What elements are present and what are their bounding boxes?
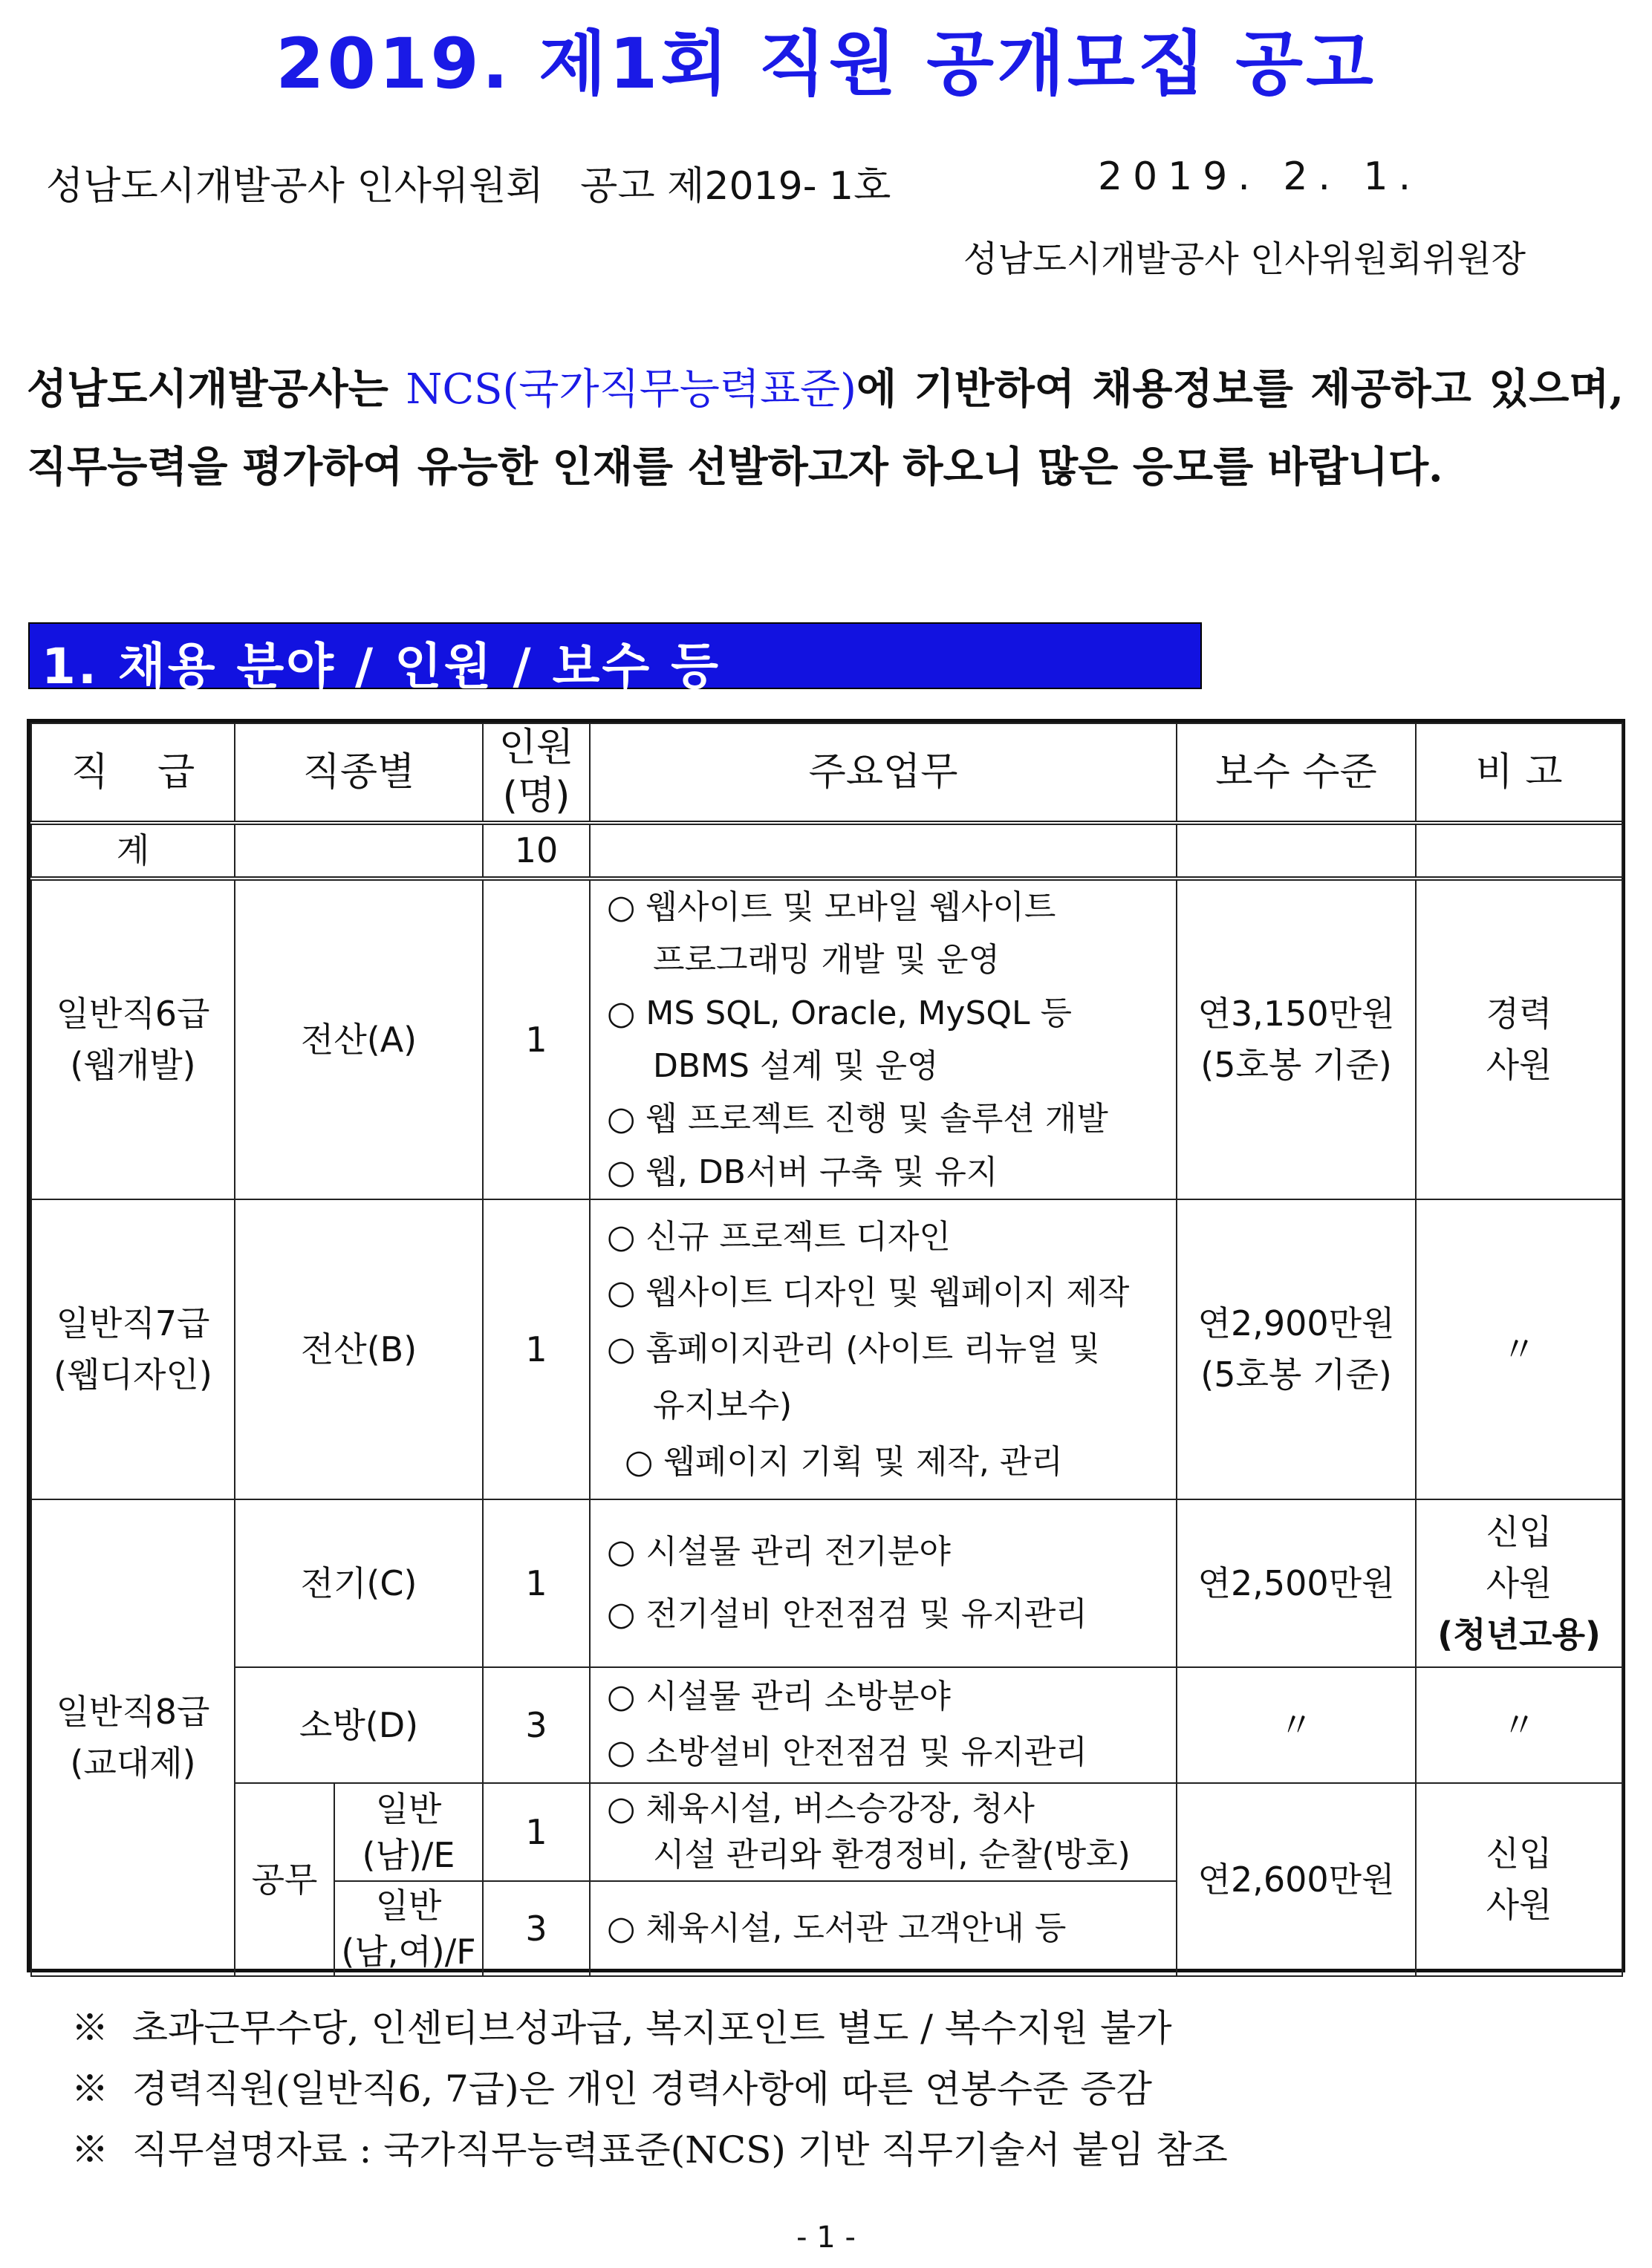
intro-text-post: 에 기반하여 채용정보를 제공하고 있으며, 직무능력을 평가하여 유능한 인재를 선발하고자 하오니 많은 응모를 바랍니다. (27, 365, 1624, 492)
pay-line2: (5호봉 기준) (1200, 1045, 1392, 1085)
note-line3: (청년고용) (1437, 1614, 1601, 1655)
grade-line1: 일반직7급 (56, 1303, 210, 1343)
grade-line1: 일반직8급 (56, 1692, 210, 1732)
note-line2: 사원 (1486, 1045, 1552, 1085)
task-item: ○ 전기설비 안전점검 및 유지관리 (607, 1595, 1087, 1633)
intro-text-pre: 성남도시개발공사는 (27, 365, 406, 414)
grade-line2: (교대제) (70, 1743, 196, 1783)
footnotes (71, 1998, 1228, 2180)
intro-ncs-highlight: NCS(국가직무능력표준) (406, 365, 857, 414)
grade-line2: (웹개발) (70, 1045, 196, 1085)
notice-number: 성남도시개발공사 인사위원회 공고 제2019- 1호 (46, 164, 891, 209)
subtype-line2: (남)/E (362, 1835, 455, 1875)
type-cell: 전기(C) (235, 1499, 483, 1667)
count-cell: 1 (483, 1499, 590, 1667)
total-label: 계 (31, 823, 235, 879)
task-item: 시설 관리와 환경정비, 순찰(방호) (653, 1836, 1131, 1874)
note-cell (1416, 1783, 1622, 1976)
header-pay: 보수 수준 (1177, 723, 1416, 823)
grade-cell (31, 879, 235, 1199)
total-row (31, 823, 1622, 879)
notice-date: 2019. 2. 1. (1098, 154, 1422, 199)
type-cell: 전산(B) (235, 1199, 483, 1499)
note-cell (1416, 879, 1622, 1199)
subtype-line1: 일반 (375, 1788, 442, 1829)
table-row (31, 879, 1622, 1199)
note-line1: 신입 (1486, 1834, 1552, 1874)
header-grade: 직 급 (31, 723, 235, 823)
task-item: ○ 웹사이트 및 모바일 웹사이트 (607, 888, 1056, 927)
task-item: ○ 웹페이지 기획 및 제작, 관리 (625, 1442, 1063, 1481)
header-count-line2: (명) (502, 774, 570, 818)
pay-cell: 〃 (1177, 1667, 1416, 1783)
task-item: ○ 체육시설, 도서관 고객안내 등 (607, 1909, 1067, 1948)
note-line1: 신입 (1486, 1511, 1552, 1552)
pay-cell: 연2,600만원 (1177, 1783, 1416, 1976)
task-item: 프로그래밍 개발 및 운영 (653, 941, 1001, 980)
header-tasks: 주요업무 (590, 723, 1177, 823)
task-item: ○ 홈페이지관리 (사이트 리뉴얼 및 (607, 1330, 1101, 1369)
table-row (31, 1499, 1622, 1667)
task-item: ○ MS SQL, Oracle, MySQL 등 (607, 994, 1073, 1032)
total-blank-tasks (590, 823, 1177, 879)
recruitment-table (30, 723, 1623, 1977)
total-blank-note (1416, 823, 1622, 879)
pay-line1: 연2,900만원 (1197, 1303, 1395, 1343)
grade-line1: 일반직6급 (56, 994, 210, 1034)
subtype-cell (334, 1783, 483, 1881)
header-count (483, 723, 590, 823)
total-blank (235, 823, 483, 879)
note-line1: 경력 (1486, 994, 1552, 1034)
count-cell: 1 (483, 1199, 590, 1499)
tasks-cell (590, 879, 1177, 1199)
grade-cell (31, 1499, 235, 1976)
grade-line2: (웹디자인) (53, 1355, 212, 1395)
count-cell: 1 (483, 1783, 590, 1881)
task-item: ○ 웹사이트 디자인 및 웹페이지 제작 (607, 1274, 1130, 1312)
task-item: ○ 시설물 관리 전기분야 (607, 1533, 951, 1571)
pay-cell: 연2,500만원 (1177, 1499, 1416, 1667)
note-line2: 사원 (1486, 1562, 1552, 1603)
total-blank-pay (1177, 823, 1416, 879)
task-item: ○ 체육시설, 버스승강장, 청사 (607, 1790, 1035, 1828)
section-heading: 1. 채용 분야 / 인원 / 보수 등 (42, 638, 721, 695)
task-item: ○ 신규 프로젝트 디자인 (607, 1217, 951, 1256)
page-title: 2019. 제1회 직원 공개모집 공고 (276, 24, 1376, 105)
table-row (31, 1199, 1622, 1499)
grade-cell (31, 1199, 235, 1499)
task-item: ○ 시설물 관리 소방분야 (607, 1678, 951, 1716)
pay-cell (1177, 879, 1416, 1199)
header-count-line1: 인원 (498, 726, 574, 770)
note-cell: 〃 (1416, 1667, 1622, 1783)
note-cell: 〃 (1416, 1199, 1622, 1499)
tasks-cell (590, 1783, 1177, 1881)
task-item: 유지보수) (653, 1386, 793, 1424)
intro-paragraph (27, 351, 1624, 506)
table-row (31, 1783, 1622, 1881)
pay-cell (1177, 1199, 1416, 1499)
total-count: 10 (483, 823, 590, 879)
count-cell: 3 (483, 1667, 590, 1783)
task-item: ○ 소방설비 안전점검 및 유지관리 (607, 1733, 1087, 1771)
footnote: ※ 경력직원(일반직6, 7급)은 개인 경력사항에 따른 연봉수준 증감 (71, 2067, 1152, 2111)
type-cell: 소방(D) (235, 1667, 483, 1783)
subtype-line2: (남,여)/F (341, 1932, 476, 1972)
task-item: ○ 웹 프로젝트 진행 및 솔루션 개발 (607, 1100, 1108, 1138)
task-item: DBMS 설계 및 운영 (653, 1047, 939, 1085)
pay-line2: (5호봉 기준) (1200, 1355, 1392, 1395)
table-row (31, 1667, 1622, 1783)
count-cell: 3 (483, 1881, 590, 1976)
task-item: ○ 웹, DB서버 구축 및 유지 (607, 1153, 998, 1191)
type-cell: 전산(A) (235, 879, 483, 1199)
subtype-cell (334, 1881, 483, 1976)
tasks-cell (590, 1881, 1177, 1976)
notice-issuer: 성남도시개발공사 인사위원회위원장 (963, 238, 1526, 280)
type-group-cell: 공무 (235, 1783, 334, 1976)
footnote: ※ 초과근무수당, 인센티브성과급, 복지포인트 별도 / 복수지원 불가 (71, 2007, 1172, 2050)
page-number: - 1 - (796, 2220, 856, 2255)
count-cell: 1 (483, 879, 590, 1199)
header-note: 비 고 (1416, 723, 1622, 823)
header-type: 직종별 (235, 723, 483, 823)
subtype-line1: 일반 (375, 1885, 442, 1926)
tasks-cell (590, 1499, 1177, 1667)
tasks-cell (590, 1199, 1177, 1499)
footnote: ※ 직무설명자료 : 국가직무능력표준(NCS) 기반 직무기술서 붙임 참조 (71, 2128, 1228, 2171)
table-header-row (31, 723, 1622, 823)
tasks-cell (590, 1667, 1177, 1783)
note-cell (1416, 1499, 1622, 1667)
section-heading-bar (28, 622, 1202, 695)
recruitment-table-frame (27, 719, 1625, 1972)
pay-line1: 연3,150만원 (1197, 994, 1395, 1034)
note-line2: 사원 (1486, 1885, 1552, 1925)
